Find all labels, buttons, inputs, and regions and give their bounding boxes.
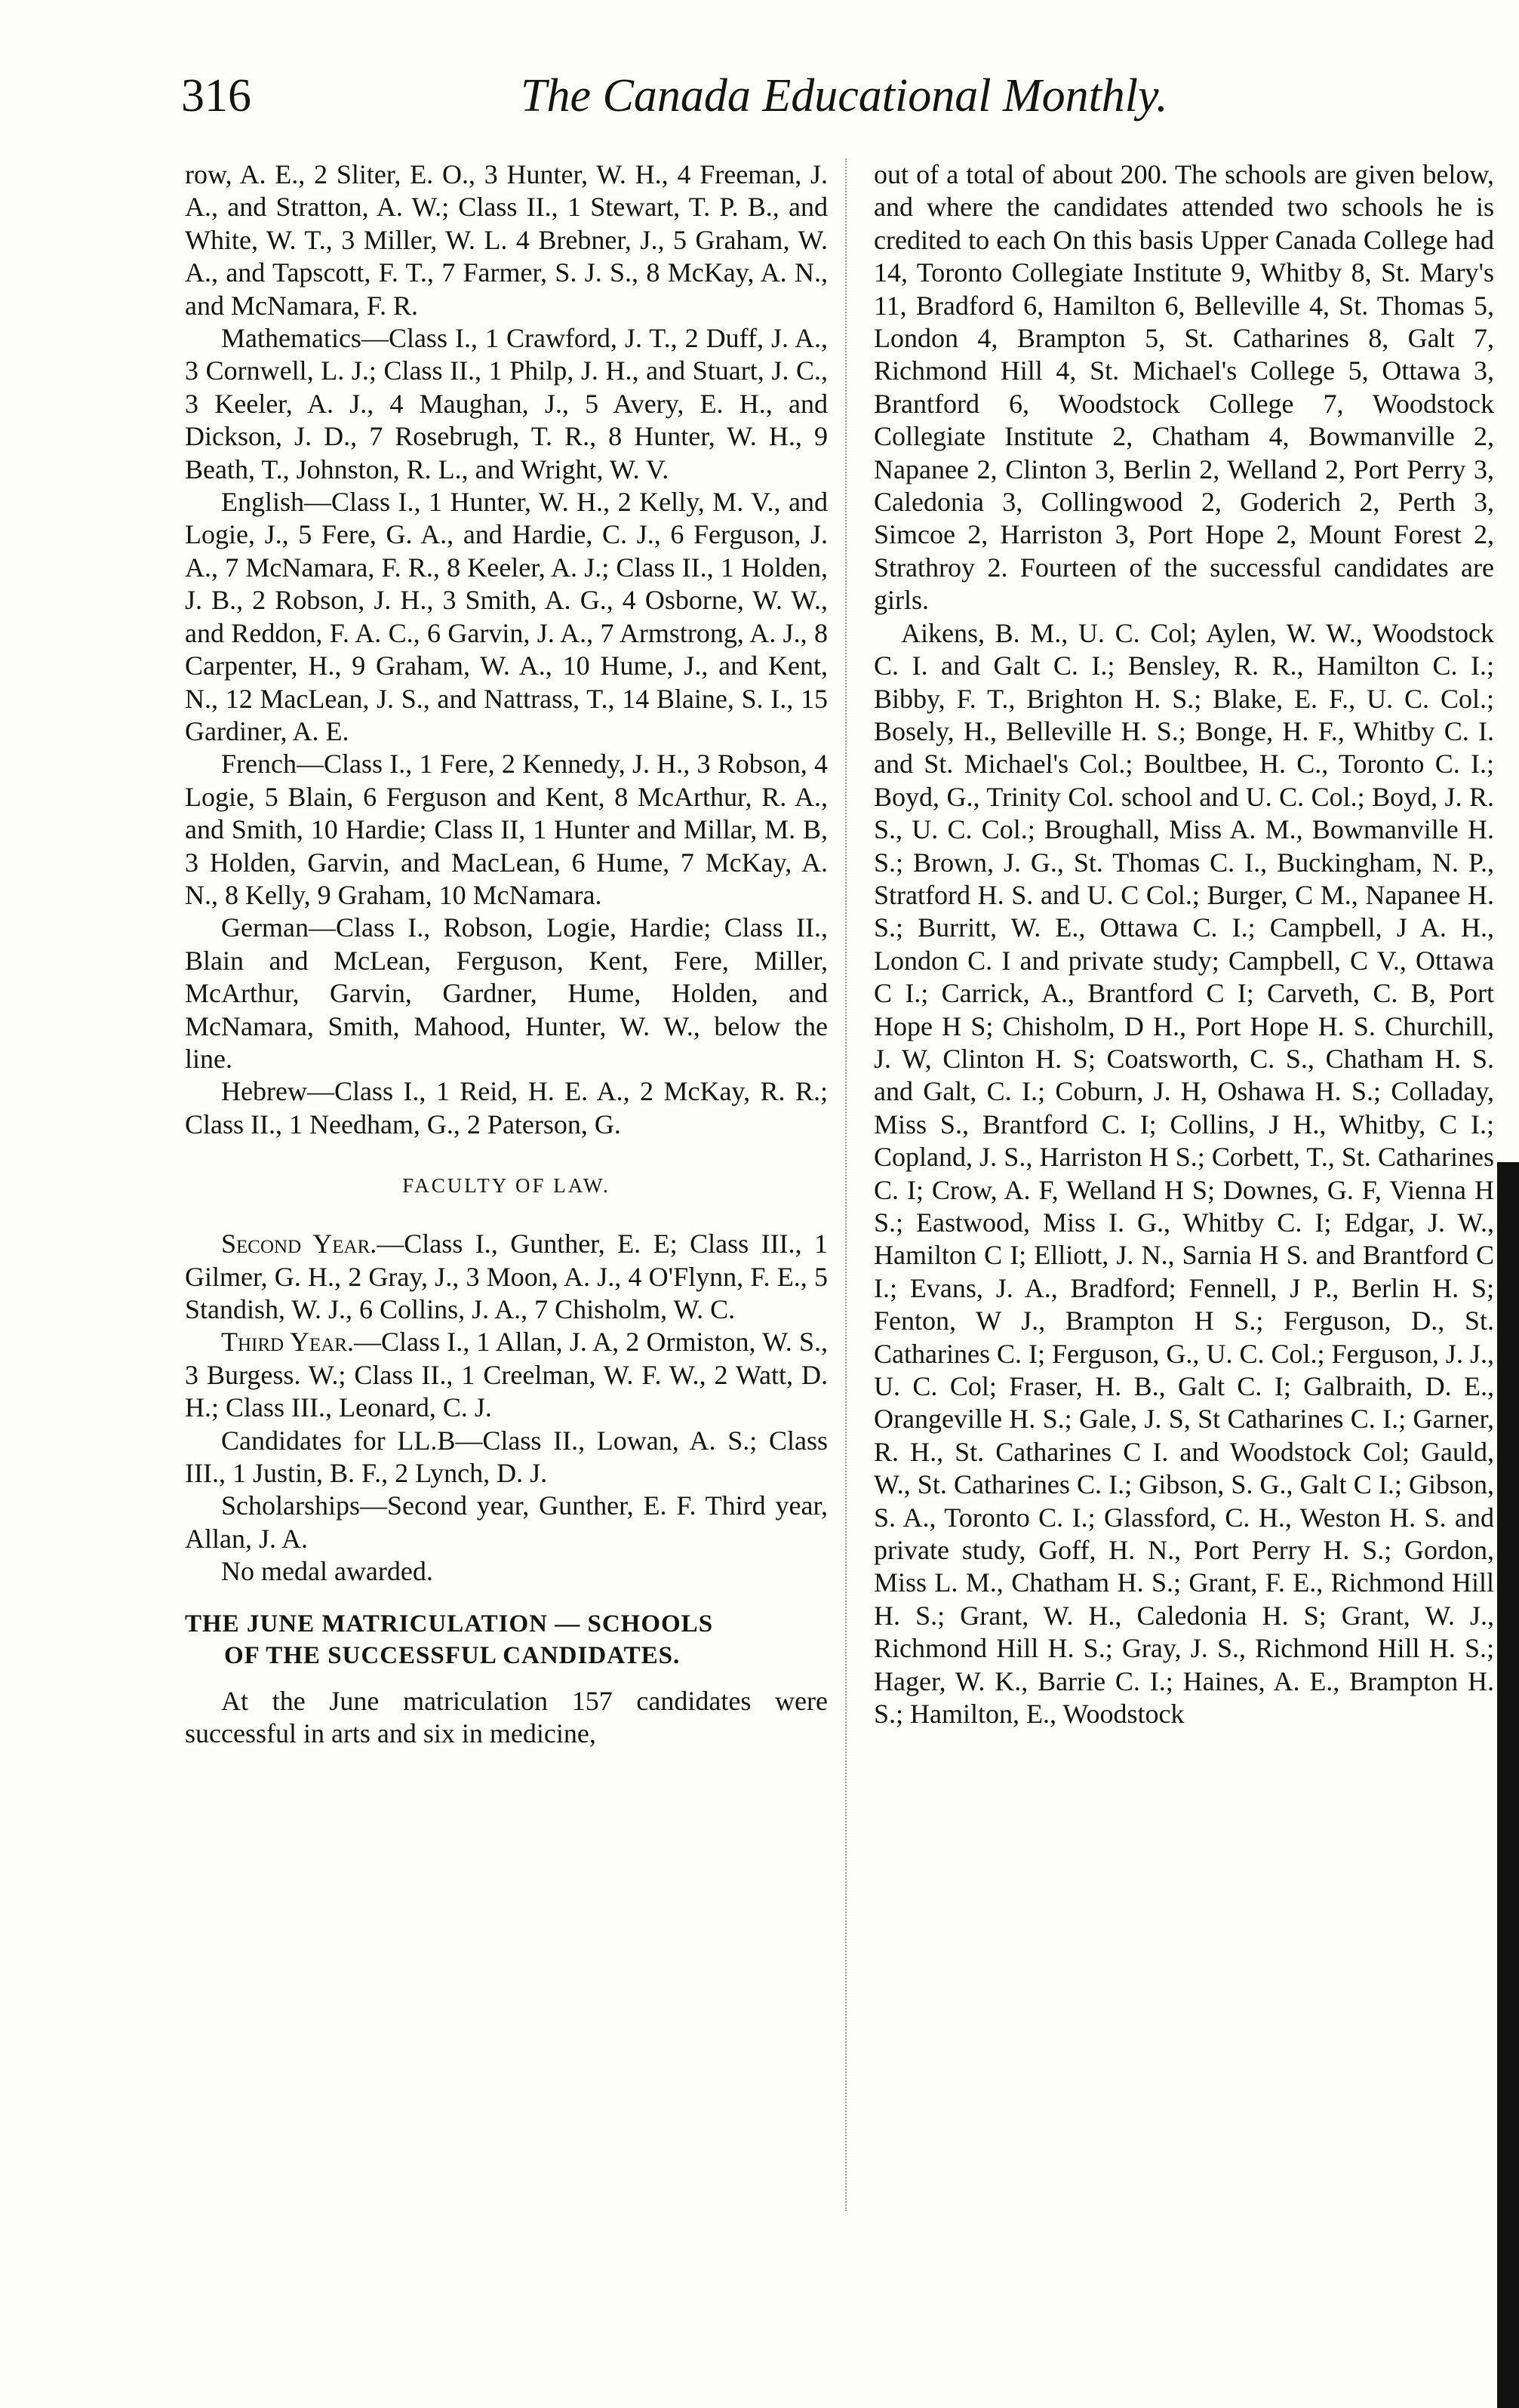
scan-edge-shadow (1497, 1162, 1519, 2408)
law-third-year-text: —Class I., 1 Allan, J. A, 2 Ormiston, W. S., 3 Burgess. W.; Class II., 1 Creelman, W. F. W., 2 Watt, D. H.; Class III., Leonard, C. J. (185, 1327, 829, 1423)
scholarships: Scholarships—Second year, Gunther, E. F. Third year, Allan, J. A. (185, 1490, 828, 1554)
matriculation-heading-line1: THE JUNE MATRICULATION — SCHOOLS (185, 1610, 714, 1638)
hebrew-results: Hebrew—Class I., 1 Reid, H. E. A., 2 McKay, R. R.; Class II., 1 Needham, G., 2 Paterson, G. (185, 1076, 828, 1139)
french-results: French—Class I., 1 Fere, 2 Kennedy, J. H., 3 Robson, 4 Logie, 5 Blain, 6 Ferguson and Kent, 8 McArthur, R. A., and Smith, 10 Hardie; Class II, 1 Hunter and Millar, M. B, 3 Holden, Garvin, and MacLean, 6 Hume, 7 McKay, A. N., 8 Kelly, 9 Graham, 10 McNamara. (185, 749, 828, 910)
law-second-year (185, 1228, 828, 1326)
mathematics-results: Mathematics—Class I., 1 Crawford, J. T., 2 Duff, J. A., 3 Cornwell, L. J.; Class II., 1 Philp, J. H., and Stuart, J. C., 3 Keeler, A. J., 4 Maughan, J., 5 Avery, E. H., and Dickson, J. D., 7 Rosebrugh, T. R., 8 Hunter, W. H., 9 Beath, T., Johnston, R. L., and Wright, W. V. (185, 323, 828, 484)
llb-candidates: Candidates for LL.B—Class II., Lowan, A. S.; Class III., 1 Justin, B. F., 2 Lynch, D. J. (185, 1425, 828, 1489)
law-third-year (185, 1326, 828, 1424)
matriculation-heading (185, 1608, 828, 1671)
column-divider (845, 158, 847, 2211)
faculty-of-law-heading: FACULTY OF LAW. (402, 1174, 610, 1198)
matriculation-heading-line2: OF THE SUCCESSFUL CANDIDATES. (224, 1641, 681, 1669)
right-column (874, 158, 1494, 1731)
page-header (181, 69, 1253, 137)
running-title: The Canada Educational Monthly. (521, 70, 1168, 121)
no-medal-note: No medal awarded. (221, 1556, 433, 1587)
matriculation-intro: At the June matriculation 157 candidates were successful in arts and six in medicine, (185, 1685, 828, 1749)
german-results: German—Class I., Robson, Logie, Hardie; Class II., Blain and McLean, Ferguson, Kent, Fere, Miller, McArthur, Garvin, Gardner, Hume, Holden, and McNamara, Smith, Mahood, Hunter, W. W., below the line. (185, 912, 828, 1074)
page-number: 316 (181, 70, 251, 121)
english-results: English—Class I., 1 Hunter, W. H., 2 Kelly, M. V., and Logie, J., 5 Fere, G. A., and Hardie, C. J., 6 Ferguson, J. A., 7 McNamara, F. R., 8 Keeler, A. J.; Class II., 1 Holden, J. B., 2 Robson, J. H., 3 Smith, A. G., 4 Osborne, W. W., and Reddon, F. A. C., 6 Garvin, J. A., 7 Armstrong, A. J., 8 Carpenter, H., 9 Graham, W. A., 10 Hume, J., and Kent, N., 12 MacLean, J. S., and Nattrass, T., 14 Blaine, S. I., 15 Gardiner, A. E. (185, 487, 828, 746)
left-column (185, 158, 828, 1750)
arts-results-continued: row, A. E., 2 Sliter, E. O., 3 Hunter, W. H., 4 Freeman, J. A., and Stratton, A. W.; Class II., 1 Stewart, T. P. B., and White, W. T., 3 Miller, W. L. 4 Brebner, J., 5 Graham, W. A., and Tapscott, F. T., 7 Farmer, S. J. S., 8 McKay, A. N., and McNamara, F. R. (185, 159, 828, 321)
law-second-year-label: Second Year. (221, 1229, 377, 1259)
law-second-year-text: —Class I., Gunther, E. E; Class III., 1 Gilmer, G. H., 2 Gray, J., 3 Moon, A. J., 4 O'Flynn, F. E., 5 Standish, W. J., 6 Collins, J. A., 7 Chisholm, W. C. (185, 1229, 829, 1324)
law-third-year-label: Third Year. (221, 1327, 354, 1358)
schools-summary: out of a total of about 200. The schools are given below, and where the candidates attended two schools he is credited to each On this basis Upper Canada College had 14, Toronto Collegiate Institute 9, Whitby 8, St. Mary's 11, Bradford 6, Hamilton 6, Belleville 4, St. Thomas 5, London 4, Brampton 5, St. Catharines 8, Galt 7, Richmond Hill 4, St. Michael's College 5, Ottawa 3, Brantford 6, Woodstock College 7, Woodstock Collegiate Institute 2, Chatham 4, Bowmanville 2, Napanee 2, Clinton 3, Berlin 2, Welland 2, Port Perry 3, Caledonia 3, Collingwood 2, Goderich 2, Perth 3, Simcoe 2, Harriston 3, Port Hope 2, Mount Forest 2, Strathroy 2. Fourteen of the successful candidates are girls. (874, 159, 1494, 616)
candidates-list: Aikens, B. M., U. C. Col; Aylen, W. W., Woodstock C. I. and Galt C. I.; Bensley, R. R., Hamilton C. I.; Bibby, F. T., Brighton H. S.; Blake, E. F., U. C. Col.; Bosely, H., Belleville H. S.; Bonge, H. F., Whitby C. I. and St. Michael's Col.; Boultbee, H. C., Toronto C. I.; Boyd, G., Trinity Col. school and U. C. Col.; Boyd, J. R. S., U. C. Col.; Broughall, Miss A. M., Bowmanville H. S.; Brown, J. G., St. Thomas C. I., Buckingham, N. P., Stratford H. S. and U. C Col.; Burger, C M., Napanee H. S.; Burritt, W. E., Ottawa C. I.; Campbell, J A. H., London C. I and private study; Campbell, C V., Ottawa C I.; Carrick, A., Brantford C I; Carveth, C. B, Port Hope H S; Chisholm, D H., Port Hope H. S. Churchill, J. W, Clinton H. S; Coatsworth, C. S., Chatham H. S. and Galt, C. I.; Coburn, J. H, Oshawa H. S.; Colladay, Miss S., Brantford C. I; Collins, J H., Whitby, C I.; Copland, J. S., Harriston H S.; Corbett, T., St. Catharines C. I; Crow, A. F, Welland H S; Downes, G. F, Vienna H S.; Eastwood, Miss I. G., Whitby C. I; Edgar, J. W., Hamilton C I; Elliott, J. N., Sarnia H S. and Brantford C I.; Evans, J. A., Bradford; Fennell, J P., Berlin H. S; Fenton, W J., Brampton H S.; Ferguson, D., St. Catharines C. I; Ferguson, G., U. C. Col.; Ferguson, J. J., U. C. Col; Fraser, H. B., Galt C. I; Galbraith, D. E., Orangeville H. S.; Gale, J. S, St Catharines C. I.; Garner, R. H., St. Catharines C I. and Woodstock Col; Gauld, W., St. Catharines C. I.; Gibson, S. G., Galt C I.; Gibson, S. A., Toronto C. I.; Glassford, C. H., Weston H. S. and private study, Goff, H. N., Port Perry H. S.; Gordon, Miss L. M., Chatham H. S.; Grant, F. E., Richmond Hill H. S.; Grant, W. H., Caledonia H. S; Grant, W. J., Richmond Hill H. S.; Gray, J. S., Richmond Hill H. S.; Hager, W. K., Barrie C. I.; Haines, A. E., Brampton H. S.; Hamilton, E., Woodstock (874, 617, 1494, 1730)
